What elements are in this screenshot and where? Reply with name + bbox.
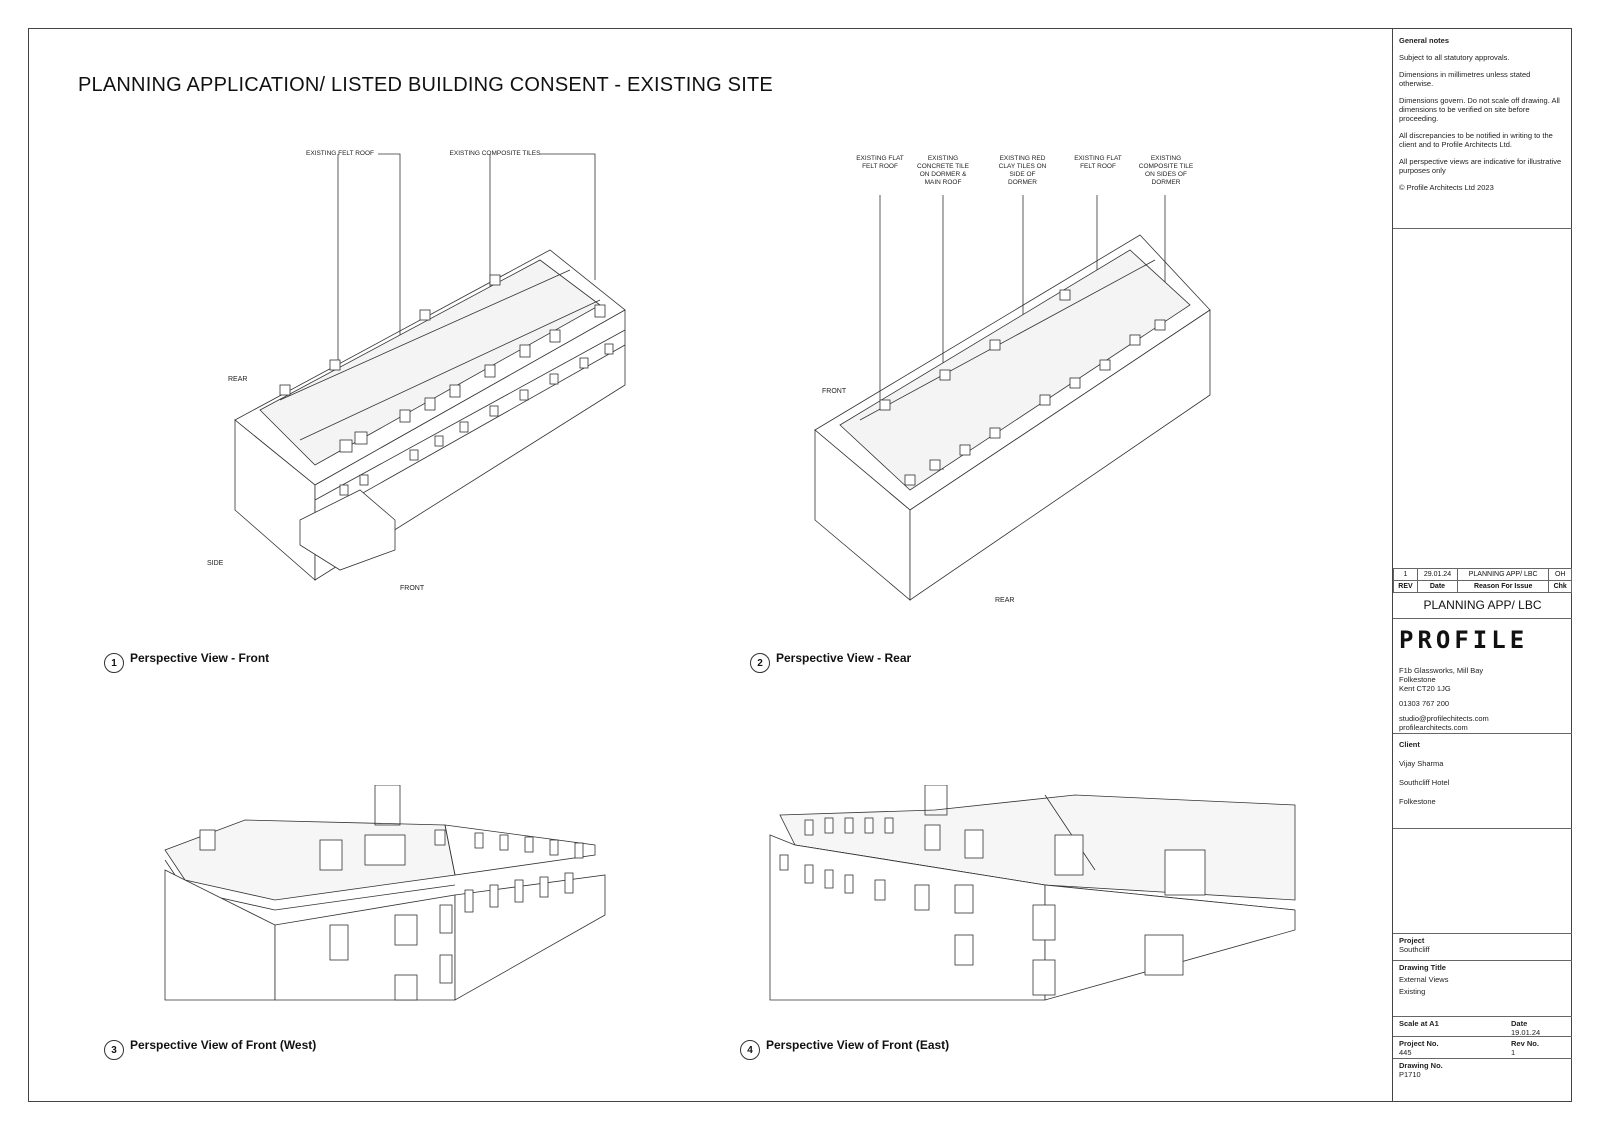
view-3-caption-text: Perspective View of Front (West)	[130, 1038, 317, 1052]
view-1-direction-rear: REAR	[228, 376, 248, 383]
drawing-no-heading: Drawing No.	[1399, 1061, 1443, 1070]
client-heading: Client	[1399, 740, 1420, 749]
revision-chk: OH	[1549, 569, 1572, 581]
chk-header: Chk	[1549, 581, 1572, 593]
stage-divider	[1393, 618, 1572, 619]
general-notes	[1393, 36, 1572, 200]
view-4-caption-text: Perspective View of Front (East)	[766, 1038, 950, 1052]
scale-date-block	[1393, 1016, 1572, 1037]
view-4-number: 4	[740, 1040, 760, 1060]
view-1-label-felt-roof: EXISTING FELT ROOF	[305, 150, 375, 157]
view-3-drawing	[155, 785, 615, 1005]
project-no-heading: Project No.	[1399, 1039, 1439, 1048]
rev-no: 1	[1511, 1048, 1516, 1057]
project-heading: Project	[1399, 936, 1425, 945]
project-no: 445	[1399, 1048, 1412, 1057]
view-3-number: 3	[104, 1040, 124, 1060]
company-phone: 01303 767 200	[1399, 699, 1450, 708]
view-3-caption	[104, 1030, 316, 1060]
date-header: Date	[1418, 581, 1458, 593]
project-no-block	[1393, 1036, 1572, 1057]
view-1-drawing	[220, 140, 640, 590]
notes-divider	[1393, 228, 1572, 229]
view-1-direction-side: SIDE	[207, 560, 224, 567]
drawing-no-block	[1393, 1058, 1572, 1079]
view-1-isometric-building	[220, 140, 640, 590]
revision-header-row	[1394, 581, 1572, 593]
drawing-no: P1710	[1399, 1070, 1421, 1079]
company-divider	[1393, 733, 1572, 734]
view-2-caption	[750, 643, 911, 673]
view-1-number: 1	[104, 653, 124, 673]
scale-heading: Scale at A1	[1399, 1019, 1439, 1028]
client-name: Vijay Sharma	[1399, 759, 1444, 768]
view-2-label-flat-felt-roof-2: EXISTING FLAT FELT ROOF	[1074, 155, 1122, 170]
address-line-2: Folkestone	[1399, 675, 1436, 684]
revision-row	[1394, 569, 1572, 581]
revision-reason: PLANNING APP/ LBC	[1457, 569, 1548, 581]
company-block	[1393, 626, 1572, 732]
profile-logo: PROFILE	[1399, 626, 1529, 654]
revision-rev: 1	[1394, 569, 1418, 581]
note-1: Subject to all statutory approvals.	[1399, 53, 1510, 62]
note-4: All discrepancies to be notified in writing to the client and to Profile Architects Ltd.	[1399, 131, 1553, 149]
view-2-isometric-building	[810, 180, 1240, 610]
note-6: © Profile Architects Ltd 2023	[1399, 183, 1494, 192]
drawing-title-heading: Drawing Title	[1399, 963, 1446, 972]
drawing-title-line-1: External Views	[1399, 975, 1449, 984]
address-line-3: Kent CT20 1JG	[1399, 684, 1451, 693]
revision-date: 29.01.24	[1418, 569, 1458, 581]
view-3-perspective-building	[155, 785, 615, 1005]
title-block	[1392, 28, 1572, 1102]
view-4-caption	[740, 1030, 949, 1060]
address-line-1: F1b Glassworks, Mill Bay	[1399, 666, 1484, 675]
company-email: studio@profilechitects.com	[1399, 714, 1489, 723]
client-location: Folkestone	[1399, 797, 1436, 806]
view-2-number: 2	[750, 653, 770, 673]
date-heading: Date	[1511, 1019, 1528, 1028]
view-2-label-concrete-tile: EXISTING CONCRETE TILE ON DORMER & MAIN ROOF	[917, 155, 969, 186]
note-2: Dimensions in millimetres unless stated otherwise.	[1399, 70, 1531, 88]
view-2-direction-front: FRONT	[822, 388, 847, 395]
general-notes-heading: General notes	[1399, 36, 1450, 45]
company-website: profilearchitects.com	[1399, 723, 1468, 732]
drawing-date: 19.01.24	[1511, 1028, 1541, 1037]
view-2-label-flat-felt-roof: EXISTING FLAT FELT ROOF	[856, 155, 904, 170]
note-3: Dimensions govern. Do not scale off drawing. All dimensions to be verified on site before proceeding.	[1399, 96, 1560, 123]
client-divider	[1393, 828, 1572, 829]
client-company: Southcliff Hotel	[1399, 778, 1450, 787]
reason-header: Reason For Issue	[1457, 581, 1548, 593]
company-address	[1399, 666, 1566, 732]
note-5: All perspective views are indicative for illustrative purposes only	[1399, 157, 1562, 175]
view-4-perspective-building	[765, 785, 1305, 1005]
drawing-title-line-2: Existing	[1399, 987, 1426, 996]
revision-table	[1393, 568, 1572, 593]
view-4-drawing	[765, 785, 1305, 1005]
view-1-caption-text: Perspective View - Front	[130, 651, 270, 665]
sheet-title: PLANNING APPLICATION/ LISTED BUILDING CONSENT - EXISTING SITE	[78, 74, 773, 96]
view-1-direction-front: FRONT	[400, 585, 425, 592]
project-name: Southcliff	[1399, 945, 1430, 954]
view-2-direction-rear: REAR	[995, 597, 1015, 604]
client-block	[1393, 740, 1572, 806]
view-2-label-composite-tile: EXISTING COMPOSITE TILE ON SIDES OF DORMER	[1138, 155, 1194, 186]
drawing-stage: PLANNING APP/ LBC	[1423, 598, 1542, 612]
view-1-label-composite-tiles: EXISTING COMPOSITE TILES	[449, 150, 541, 157]
view-2-caption-text: Perspective View - Rear	[776, 651, 912, 665]
drawing-title-block	[1393, 960, 1572, 996]
view-2-label-red-clay-tiles: EXISTING RED CLAY TILES ON SIDE OF DORMER	[998, 155, 1047, 186]
view-2-drawing	[810, 180, 1240, 610]
view-1-caption	[104, 643, 269, 673]
project-block	[1393, 933, 1572, 954]
rev-header: REV	[1394, 581, 1418, 593]
rev-no-heading: Rev No.	[1511, 1039, 1539, 1048]
